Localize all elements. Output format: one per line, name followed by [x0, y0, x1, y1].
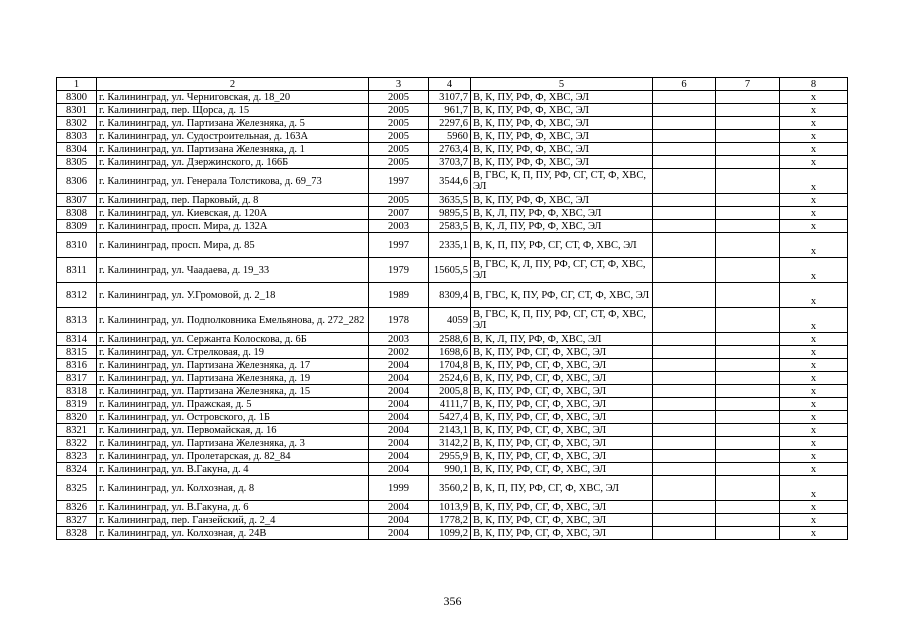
cell-year: 2004: [369, 411, 429, 424]
cell-area: 961,7: [429, 104, 471, 117]
cell-col-6: [653, 372, 716, 385]
cell-services: В, К, ПУ, РФ, Ф, ХВС, ЭЛ: [471, 117, 653, 130]
cell-col-8: х: [780, 398, 848, 411]
cell-area: 2524,6: [429, 372, 471, 385]
table-row: [57, 476, 848, 501]
cell-services: В, ГВС, К, П, ПУ, РФ, СГ, СТ, Ф, ХВС, ЭЛ: [471, 308, 653, 333]
cell-area: 2297,6: [429, 117, 471, 130]
header-cell-1: 1: [57, 78, 97, 91]
table-row: [57, 463, 848, 476]
cell-area: 1099,2: [429, 527, 471, 540]
table-row: [57, 424, 848, 437]
cell-col-7: [716, 346, 780, 359]
cell-col-7: [716, 233, 780, 258]
cell-row-number: 8320: [57, 411, 97, 424]
cell-col-8: х: [780, 424, 848, 437]
cell-col-7: [716, 333, 780, 346]
cell-col-6: [653, 117, 716, 130]
cell-year: 1989: [369, 283, 429, 308]
cell-area: 3560,2: [429, 476, 471, 501]
cell-col-7: [716, 372, 780, 385]
cell-area: 3635,5: [429, 194, 471, 207]
cell-col-6: [653, 359, 716, 372]
cell-col-6: [653, 194, 716, 207]
cell-services: В, К, ПУ, РФ, СГ, Ф, ХВС, ЭЛ: [471, 359, 653, 372]
cell-col-7: [716, 104, 780, 117]
table-row: [57, 527, 848, 540]
table-row: [57, 220, 848, 233]
cell-year: 1979: [369, 258, 429, 283]
cell-col-7: [716, 501, 780, 514]
cell-services: В, ГВС, К, П, ПУ, РФ, СГ, СТ, Ф, ХВС, ЭЛ: [471, 169, 653, 194]
cell-col-8: х: [780, 91, 848, 104]
table-row: [57, 258, 848, 283]
cell-row-number: 8305: [57, 156, 97, 169]
cell-row-number: 8322: [57, 437, 97, 450]
cell-col-8: х: [780, 463, 848, 476]
cell-address: г. Калининград, ул. В.Гакуна, д. 4: [97, 463, 369, 476]
cell-year: 2005: [369, 194, 429, 207]
cell-services: В, ГВС, К, Л, ПУ, РФ, СГ, СТ, Ф, ХВС, ЭЛ: [471, 258, 653, 283]
cell-area: 1013,9: [429, 501, 471, 514]
cell-year: 2004: [369, 501, 429, 514]
cell-year: 2005: [369, 104, 429, 117]
header-cell-5: 5: [471, 78, 653, 91]
cell-area: 3703,7: [429, 156, 471, 169]
cell-col-7: [716, 156, 780, 169]
cell-services: В, К, ПУ, РФ, СГ, Ф, ХВС, ЭЛ: [471, 385, 653, 398]
cell-col-8: х: [780, 359, 848, 372]
cell-area: 4059: [429, 308, 471, 333]
cell-col-7: [716, 207, 780, 220]
cell-col-8: х: [780, 450, 848, 463]
table-row: [57, 156, 848, 169]
cell-row-number: 8303: [57, 130, 97, 143]
cell-address: г. Калининград, ул. Подполковника Емельянова, д. 272_282: [97, 308, 369, 333]
table-row: [57, 104, 848, 117]
cell-services: В, К, ПУ, РФ, СГ, Ф, ХВС, ЭЛ: [471, 501, 653, 514]
cell-address: г. Калининград, ул. В.Гакуна, д. 6: [97, 501, 369, 514]
cell-address: г. Калининград, ул. Черниговская, д. 18_20: [97, 91, 369, 104]
cell-area: 2143,1: [429, 424, 471, 437]
cell-row-number: 8326: [57, 501, 97, 514]
cell-col-8: х: [780, 207, 848, 220]
table-row: [57, 169, 848, 194]
cell-col-7: [716, 169, 780, 194]
cell-services: В, К, ПУ, РФ, СГ, Ф, ХВС, ЭЛ: [471, 463, 653, 476]
table-row: [57, 91, 848, 104]
cell-year: 2005: [369, 117, 429, 130]
cell-row-number: 8313: [57, 308, 97, 333]
cell-year: 2007: [369, 207, 429, 220]
cell-year: 2005: [369, 156, 429, 169]
header-cell-8: 8: [780, 78, 848, 91]
cell-address: г. Калининград, ул. Партизана Железняка, д. 5: [97, 117, 369, 130]
cell-area: 5960: [429, 130, 471, 143]
cell-col-7: [716, 194, 780, 207]
cell-col-6: [653, 501, 716, 514]
cell-col-6: [653, 333, 716, 346]
cell-area: 3142,2: [429, 437, 471, 450]
cell-col-7: [716, 476, 780, 501]
cell-services: В, К, Л, ПУ, РФ, Ф, ХВС, ЭЛ: [471, 207, 653, 220]
cell-address: г. Калининград, ул. Партизана Железняка, д. 17: [97, 359, 369, 372]
cell-col-8: х: [780, 143, 848, 156]
cell-address: г. Калининград, ул. Сержанта Колоскова, д. 6Б: [97, 333, 369, 346]
cell-area: 9895,5: [429, 207, 471, 220]
cell-address: г. Калининград, ул. Островского, д. 1Б: [97, 411, 369, 424]
cell-col-7: [716, 424, 780, 437]
cell-row-number: 8318: [57, 385, 97, 398]
cell-services: В, К, ПУ, РФ, СГ, Ф, ХВС, ЭЛ: [471, 514, 653, 527]
table-row: [57, 333, 848, 346]
cell-address: г. Калининград, ул. Первомайская, д. 16: [97, 424, 369, 437]
cell-year: 2005: [369, 143, 429, 156]
cell-area: 3544,6: [429, 169, 471, 194]
cell-col-8: х: [780, 501, 848, 514]
cell-year: 1997: [369, 169, 429, 194]
cell-area: 8309,4: [429, 283, 471, 308]
cell-services: В, К, П, ПУ, РФ, СГ, Ф, ХВС, ЭЛ: [471, 476, 653, 501]
cell-col-6: [653, 424, 716, 437]
cell-address: г. Калининград, ул. Дзержинского, д. 166Б: [97, 156, 369, 169]
cell-area: 990,1: [429, 463, 471, 476]
cell-col-8: х: [780, 283, 848, 308]
cell-col-8: х: [780, 194, 848, 207]
cell-services: В, К, ПУ, РФ, СГ, Ф, ХВС, ЭЛ: [471, 411, 653, 424]
cell-col-6: [653, 437, 716, 450]
cell-area: 3107,7: [429, 91, 471, 104]
cell-area: 2955,9: [429, 450, 471, 463]
cell-address: г. Калининград, ул. Колхозная, д. 24В: [97, 527, 369, 540]
cell-area: 2763,4: [429, 143, 471, 156]
cell-col-7: [716, 308, 780, 333]
cell-services: В, К, ПУ, РФ, СГ, Ф, ХВС, ЭЛ: [471, 437, 653, 450]
cell-year: 2005: [369, 130, 429, 143]
table-row: [57, 385, 848, 398]
cell-services: В, К, ПУ, РФ, СГ, Ф, ХВС, ЭЛ: [471, 527, 653, 540]
table-row: [57, 117, 848, 130]
cell-row-number: 8317: [57, 372, 97, 385]
cell-col-6: [653, 346, 716, 359]
cell-col-7: [716, 359, 780, 372]
cell-area: 4111,7: [429, 398, 471, 411]
cell-area: 1704,8: [429, 359, 471, 372]
cell-services: В, К, ПУ, РФ, Ф, ХВС, ЭЛ: [471, 104, 653, 117]
cell-year: 2002: [369, 346, 429, 359]
cell-col-6: [653, 398, 716, 411]
cell-year: 2003: [369, 220, 429, 233]
register-table: [56, 77, 848, 540]
cell-col-6: [653, 207, 716, 220]
table-row: [57, 346, 848, 359]
table-row: [57, 501, 848, 514]
cell-col-6: [653, 104, 716, 117]
cell-col-7: [716, 514, 780, 527]
table-row: [57, 514, 848, 527]
cell-services: В, К, ПУ, РФ, Ф, ХВС, ЭЛ: [471, 130, 653, 143]
cell-year: 1999: [369, 476, 429, 501]
cell-row-number: 8315: [57, 346, 97, 359]
cell-area: 2588,6: [429, 333, 471, 346]
cell-address: г. Калининград, ул. У.Громовой, д. 2_18: [97, 283, 369, 308]
cell-address: г. Калининград, ул. Чаадаева, д. 19_33: [97, 258, 369, 283]
cell-col-6: [653, 463, 716, 476]
cell-col-6: [653, 156, 716, 169]
table-row: [57, 437, 848, 450]
cell-row-number: 8300: [57, 91, 97, 104]
cell-address: г. Калининград, ул. Стрелковая, д. 19: [97, 346, 369, 359]
cell-row-number: 8306: [57, 169, 97, 194]
cell-services: В, К, ПУ, РФ, Ф, ХВС, ЭЛ: [471, 156, 653, 169]
cell-address: г. Калининград, просп. Мира, д. 132А: [97, 220, 369, 233]
table-row: [57, 411, 848, 424]
register-table-body: [57, 78, 848, 540]
cell-row-number: 8324: [57, 463, 97, 476]
cell-row-number: 8304: [57, 143, 97, 156]
cell-col-8: х: [780, 333, 848, 346]
cell-row-number: 8302: [57, 117, 97, 130]
cell-services: В, К, ПУ, РФ, СГ, Ф, ХВС, ЭЛ: [471, 372, 653, 385]
cell-year: 2004: [369, 514, 429, 527]
cell-year: 2005: [369, 91, 429, 104]
cell-col-6: [653, 143, 716, 156]
cell-area: 15605,5: [429, 258, 471, 283]
cell-row-number: 8319: [57, 398, 97, 411]
header-cell-7: 7: [716, 78, 780, 91]
cell-row-number: 8301: [57, 104, 97, 117]
table-row: [57, 372, 848, 385]
cell-col-6: [653, 258, 716, 283]
cell-col-8: х: [780, 130, 848, 143]
cell-col-7: [716, 411, 780, 424]
cell-col-7: [716, 398, 780, 411]
cell-col-8: х: [780, 346, 848, 359]
cell-address: г. Калининград, ул. Судостроительная, д. 163А: [97, 130, 369, 143]
cell-col-7: [716, 130, 780, 143]
cell-year: 2004: [369, 385, 429, 398]
cell-services: В, К, Л, ПУ, РФ, Ф, ХВС, ЭЛ: [471, 220, 653, 233]
cell-col-7: [716, 220, 780, 233]
cell-col-8: х: [780, 372, 848, 385]
cell-year: 2004: [369, 372, 429, 385]
cell-address: г. Калининград, ул. Партизана Железняка, д. 15: [97, 385, 369, 398]
cell-col-7: [716, 463, 780, 476]
cell-col-7: [716, 258, 780, 283]
cell-year: 2004: [369, 424, 429, 437]
cell-services: В, К, ПУ, РФ, СГ, Ф, ХВС, ЭЛ: [471, 398, 653, 411]
cell-address: г. Калининград, пер. Парковый, д. 8: [97, 194, 369, 207]
cell-year: 2003: [369, 333, 429, 346]
cell-row-number: 8308: [57, 207, 97, 220]
cell-address: г. Калининград, ул. Колхозная, д. 8: [97, 476, 369, 501]
cell-area: 1698,6: [429, 346, 471, 359]
cell-row-number: 8309: [57, 220, 97, 233]
header-cell-4: 4: [429, 78, 471, 91]
table-row: [57, 450, 848, 463]
cell-col-8: х: [780, 437, 848, 450]
cell-row-number: 8307: [57, 194, 97, 207]
table-row: [57, 143, 848, 156]
cell-col-7: [716, 117, 780, 130]
cell-address: г. Калининград, ул. Партизана Железняка, д. 1: [97, 143, 369, 156]
cell-year: 2004: [369, 527, 429, 540]
cell-col-8: х: [780, 308, 848, 333]
cell-services: В, К, ПУ, РФ, Ф, ХВС, ЭЛ: [471, 91, 653, 104]
cell-col-6: [653, 514, 716, 527]
cell-col-6: [653, 308, 716, 333]
cell-area: 2583,5: [429, 220, 471, 233]
page-number: 356: [443, 594, 462, 608]
cell-col-6: [653, 476, 716, 501]
cell-services: В, К, ПУ, РФ, Ф, ХВС, ЭЛ: [471, 194, 653, 207]
cell-year: 2004: [369, 450, 429, 463]
cell-col-6: [653, 283, 716, 308]
cell-address: г. Калининград, ул. Партизана Железняка, д. 19: [97, 372, 369, 385]
cell-col-8: х: [780, 156, 848, 169]
cell-col-6: [653, 130, 716, 143]
cell-col-6: [653, 220, 716, 233]
cell-year: 1978: [369, 308, 429, 333]
cell-year: 2004: [369, 359, 429, 372]
cell-col-8: х: [780, 117, 848, 130]
cell-year: 2004: [369, 398, 429, 411]
cell-address: г. Калининград, ул. Пражская, д. 5: [97, 398, 369, 411]
cell-row-number: 8321: [57, 424, 97, 437]
cell-row-number: 8310: [57, 233, 97, 258]
cell-col-6: [653, 527, 716, 540]
cell-year: 1997: [369, 233, 429, 258]
cell-col-8: х: [780, 385, 848, 398]
cell-row-number: 8323: [57, 450, 97, 463]
table-row: [57, 194, 848, 207]
cell-services: В, К, ПУ, РФ, СГ, Ф, ХВС, ЭЛ: [471, 450, 653, 463]
cell-services: В, К, ПУ, РФ, Ф, ХВС, ЭЛ: [471, 143, 653, 156]
cell-row-number: 8327: [57, 514, 97, 527]
cell-col-8: х: [780, 527, 848, 540]
cell-col-7: [716, 527, 780, 540]
cell-col-8: х: [780, 476, 848, 501]
cell-col-6: [653, 233, 716, 258]
cell-col-6: [653, 169, 716, 194]
cell-col-8: х: [780, 220, 848, 233]
table-row: [57, 308, 848, 333]
cell-col-6: [653, 385, 716, 398]
cell-address: г. Калининград, ул. Генерала Толстикова, д. 69_73: [97, 169, 369, 194]
table-row: [57, 207, 848, 220]
cell-row-number: 8325: [57, 476, 97, 501]
header-cell-3: 3: [369, 78, 429, 91]
cell-services: В, К, Л, ПУ, РФ, Ф, ХВС, ЭЛ: [471, 333, 653, 346]
cell-col-6: [653, 450, 716, 463]
cell-row-number: 8311: [57, 258, 97, 283]
cell-col-7: [716, 91, 780, 104]
cell-address: г. Калининград, ул. Пролетарская, д. 82_84: [97, 450, 369, 463]
cell-services: В, К, П, ПУ, РФ, СГ, СТ, Ф, ХВС, ЭЛ: [471, 233, 653, 258]
cell-col-7: [716, 385, 780, 398]
cell-address: г. Калининград, пер. Ганзейский, д. 2_4: [97, 514, 369, 527]
cell-col-6: [653, 411, 716, 424]
cell-address: г. Калининград, ул. Киевская, д. 120А: [97, 207, 369, 220]
cell-address: г. Калининград, просп. Мира, д. 85: [97, 233, 369, 258]
cell-col-6: [653, 91, 716, 104]
cell-area: 5427,4: [429, 411, 471, 424]
cell-col-8: х: [780, 169, 848, 194]
cell-col-8: х: [780, 104, 848, 117]
cell-col-7: [716, 143, 780, 156]
cell-area: 1778,2: [429, 514, 471, 527]
cell-services: В, ГВС, К, ПУ, РФ, СГ, СТ, Ф, ХВС, ЭЛ: [471, 283, 653, 308]
cell-col-8: х: [780, 411, 848, 424]
cell-address: г. Калининград, пер. Щорса, д. 15: [97, 104, 369, 117]
cell-services: В, К, ПУ, РФ, СГ, Ф, ХВС, ЭЛ: [471, 424, 653, 437]
cell-year: 2004: [369, 463, 429, 476]
cell-row-number: 8312: [57, 283, 97, 308]
cell-area: 2005,8: [429, 385, 471, 398]
cell-services: В, К, ПУ, РФ, СГ, Ф, ХВС, ЭЛ: [471, 346, 653, 359]
cell-col-7: [716, 450, 780, 463]
cell-row-number: 8328: [57, 527, 97, 540]
cell-col-7: [716, 437, 780, 450]
cell-col-7: [716, 283, 780, 308]
header-row: [57, 78, 848, 91]
cell-row-number: 8316: [57, 359, 97, 372]
table-row: [57, 130, 848, 143]
table-row: [57, 283, 848, 308]
cell-col-8: х: [780, 258, 848, 283]
cell-row-number: 8314: [57, 333, 97, 346]
cell-col-8: х: [780, 233, 848, 258]
cell-col-8: х: [780, 514, 848, 527]
header-cell-2: 2: [97, 78, 369, 91]
table-row: [57, 233, 848, 258]
table-row: [57, 398, 848, 411]
cell-address: г. Калининград, ул. Партизана Железняка, д. 3: [97, 437, 369, 450]
header-cell-6: 6: [653, 78, 716, 91]
cell-area: 2335,1: [429, 233, 471, 258]
cell-year: 2004: [369, 437, 429, 450]
table-row: [57, 359, 848, 372]
